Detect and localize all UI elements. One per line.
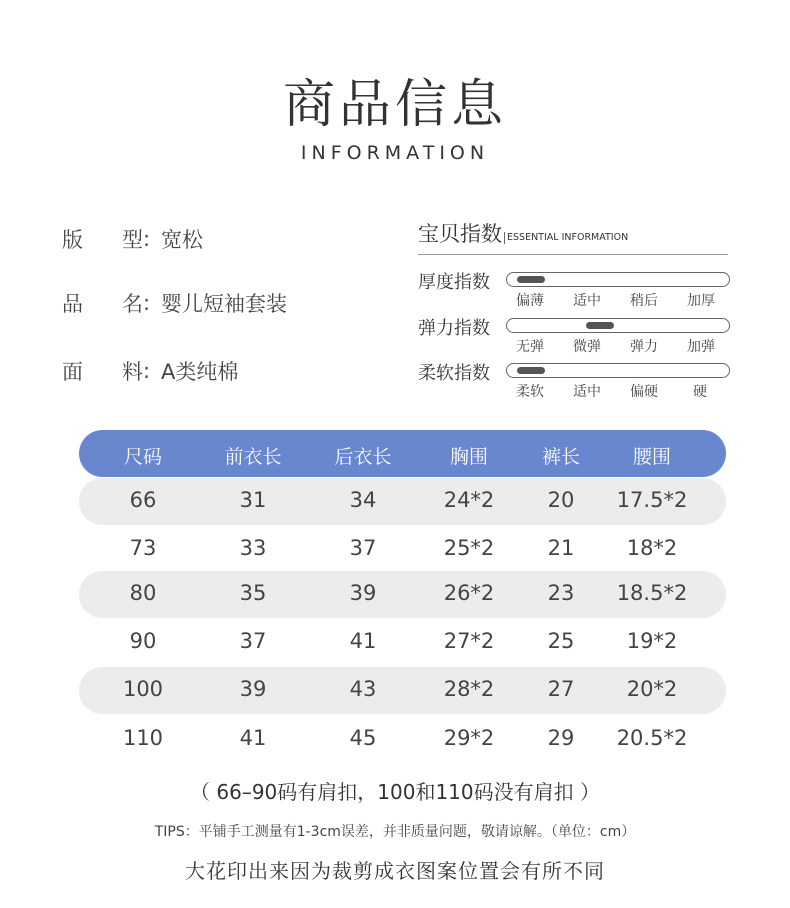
table-cell: 18.5*2 — [616, 581, 688, 605]
attr-key-2: 型 — [122, 228, 143, 252]
attr-value: 宽松 — [161, 228, 203, 252]
index-label: 柔软指数 — [418, 363, 490, 384]
index-option: 稍后 — [630, 293, 658, 309]
tips-text: TIPS：平铺手工测量有1-3cm误差，并非质量问题，敬请谅解。（单位：cm） — [154, 824, 636, 840]
index-option: 偏硬 — [630, 384, 658, 400]
index-panel-title-en: ESSENTIAL INFORMATION — [504, 232, 628, 244]
table-cell: 39 — [239, 677, 267, 701]
attr-value: A类纯棉 — [161, 360, 239, 384]
table-cell: 100 — [122, 677, 164, 701]
table-cell: 43 — [349, 677, 377, 701]
attr-fit — [62, 224, 203, 254]
table-cell: 25 — [547, 629, 575, 653]
index-option: 柔软 — [516, 384, 544, 400]
table-cell: 21 — [547, 536, 575, 560]
table-header-cell: 后衣长 — [334, 446, 392, 468]
table-cell: 20.5*2 — [616, 726, 688, 750]
table-cell: 26*2 — [443, 581, 495, 605]
table-cell: 33 — [239, 536, 267, 560]
attr-key-2: 名 — [122, 292, 143, 316]
table-cell: 66 — [129, 488, 157, 512]
table-cell: 73 — [129, 536, 157, 560]
index-option: 偏薄 — [516, 293, 544, 309]
index-option: 无弹 — [516, 339, 544, 355]
attr-colon: : — [143, 227, 151, 251]
table-header-cell: 胸围 — [449, 446, 488, 468]
table-cell: 29*2 — [443, 726, 495, 750]
table-header-cell: 前衣长 — [224, 446, 282, 468]
index-indicator — [517, 367, 545, 374]
page-title: 商品信息 — [282, 75, 507, 135]
table-cell: 41 — [349, 629, 377, 653]
page-subtitle: INFORMATION — [300, 142, 490, 164]
table-cell: 34 — [349, 488, 377, 512]
table-cell: 20 — [547, 488, 575, 512]
table-cell: 80 — [129, 581, 157, 605]
index-divider — [418, 254, 728, 255]
table-cell: 90 — [129, 629, 157, 653]
table-cell: 39 — [349, 581, 377, 605]
attr-colon: : — [143, 359, 151, 383]
index-track — [506, 318, 730, 333]
attr-key-1: 版 — [62, 228, 83, 252]
table-cell: 28*2 — [443, 677, 495, 701]
table-cell: 23 — [547, 581, 575, 605]
index-indicator — [517, 276, 545, 283]
index-track — [506, 363, 730, 378]
table-cell: 37 — [239, 629, 267, 653]
attr-fabric — [62, 356, 238, 386]
table-cell: 20*2 — [626, 677, 678, 701]
index-option: 硬 — [693, 384, 707, 400]
attr-value: 婴儿短袖套装 — [161, 292, 287, 316]
print-position-note: 大花印出来因为裁剪成衣图案位置会有所不同 — [185, 859, 605, 883]
index-indicator — [586, 322, 614, 329]
table-cell: 37 — [349, 536, 377, 560]
attr-colon: : — [143, 291, 151, 315]
table-cell: 27 — [547, 677, 575, 701]
index-option: 适中 — [573, 293, 601, 309]
table-cell: 31 — [239, 488, 267, 512]
index-panel-title: 宝贝指数 — [418, 222, 502, 246]
index-track — [506, 272, 730, 287]
index-label: 厚度指数 — [418, 272, 490, 293]
index-option: 弹力 — [630, 339, 658, 355]
table-cell: 45 — [349, 726, 377, 750]
table-header-cell: 裤长 — [541, 446, 580, 468]
table-cell: 29 — [547, 726, 575, 750]
table-cell: 19*2 — [626, 629, 678, 653]
attr-key-2: 料 — [122, 360, 143, 384]
table-cell: 25*2 — [443, 536, 495, 560]
attr-key-1: 面 — [62, 360, 83, 384]
index-option: 加厚 — [687, 293, 715, 309]
attr-name — [62, 288, 287, 318]
table-cell: 17.5*2 — [616, 488, 688, 512]
index-option: 加弹 — [687, 339, 715, 355]
table-cell: 41 — [239, 726, 267, 750]
table-cell: 18*2 — [626, 536, 678, 560]
attr-key-1: 品 — [62, 292, 83, 316]
index-label: 弹力指数 — [418, 318, 490, 339]
table-cell: 110 — [122, 726, 164, 750]
index-option: 微弹 — [573, 339, 601, 355]
index-panel-header — [418, 218, 628, 248]
table-header-cell: 腰围 — [632, 446, 671, 468]
table-cell: 24*2 — [443, 488, 495, 512]
table-header-cell: 尺码 — [123, 446, 162, 468]
shoulder-button-note: （ 66–90码有肩扣，100和110码没有肩扣 ） — [190, 780, 600, 804]
table-cell: 35 — [239, 581, 267, 605]
table-cell: 27*2 — [443, 629, 495, 653]
index-option: 适中 — [573, 384, 601, 400]
